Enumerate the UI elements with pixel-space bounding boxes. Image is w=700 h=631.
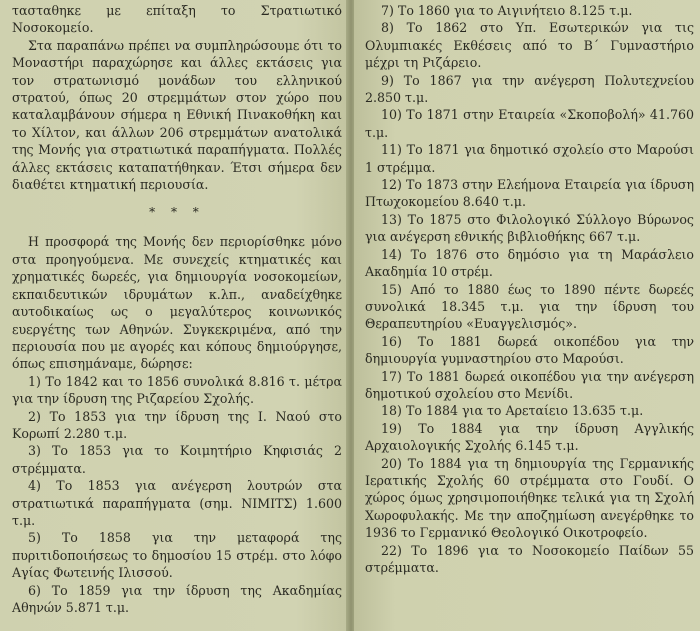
left-page bbox=[0, 0, 348, 631]
list-item: 20) Το 1884 για τη δημιουργία της Γερμανικής Ιερατικής Σχολής 60 στρέμματα στο Γουδί. Ο χώρος όμως χρησιμοποιήθηκε τελικά για τη Σχολή Χωροφυλακής. Με την αποζημίωση ανεγέρθηκε το 1936 το Γερμανικό Θεολογικό Οικοτροφείο. bbox=[365, 455, 694, 541]
list-item: 12) Το 1873 στην Ελεήμονα Εταιρεία για ίδρυση Πτωχοκομείου 8.640 τ.μ. bbox=[365, 177, 694, 210]
list-item: 8) Το 1862 στο Υπ. Εσωτερικών για τις Ολυμπιακές Εκθέσεις από το Β΄ Γυμναστήριο μέχρι τη Ριζάρειο. bbox=[365, 20, 694, 71]
list-item: 6) Το 1859 για την ίδρυση της Ακαδημίας Αθηνών 5.871 τ.μ. bbox=[12, 582, 342, 615]
list-item: 9) Το 1867 για την ανέγερση Πολυτεχνείου 2.850 τ.μ. bbox=[365, 72, 694, 106]
list-item: 4) Το 1853 για ανέγερση λουτρών στα στρατιωτικά παραπήγματα (σημ. ΝΙΜΙΤΣ) 1.600 τ.μ. bbox=[12, 478, 342, 528]
section-separator: * * * bbox=[149, 205, 205, 220]
paragraph: Στα παραπάνω πρέπει να συμπληρώσουμε ότι το Μοναστήρι παραχώρησε και άλλες εκτάσεις για τον στρατωνισμό μονάδων του ελληνικού στρατού, όπως 20 στρεμμάτων στον χώρο που καταλαμβάνουν σήμερα η Εθνική Πινακοθήκη και το Χίλτον, και άλλων 206 στρεμμάτων ανατολικά της Μονής για στρατιωτικά παραπήγματα. Πολλές άλλες εκτάσεις καταπατήθηκαν. Έτσι σήμερα δεν διαθέτει κτηματική περιουσία. bbox=[12, 37, 342, 193]
list-item: 3) Το 1853 για το Κοιμητήριο Κηφισιάς 2 στρέμματα. bbox=[12, 443, 342, 476]
list-item: 15) Από το 1880 έως το 1890 πέντε δωρεές συνολικά 18.345 τ.μ. για την ίδρυση του Θεραπευτηρίου «Ευαγγελισμός». bbox=[365, 281, 694, 332]
list-item: 22) Το 1896 για το Νοσοκομείο Παίδων 55 στρέμματα. bbox=[365, 542, 694, 575]
list-item: 17) Το 1881 δωρεά οικοπέδου για την ανέγερση δημοτικού σχολείου στο Μενίδι. bbox=[365, 368, 694, 401]
list-item: 10) Το 1871 στην Εταιρεία «Σκοποβολή» 41.760 τ.μ. bbox=[365, 107, 694, 140]
paragraph: Η προσφορά της Μονής δεν περιορίσθηκε μόνο στα προηγούμενα. Με συνεχείς κτηματικές και χρηματικές δωρεές, για δημιουργία νοσοκομείων, εκπαιδευτικών ιδρυμάτων κ.λπ., αναδείχθηκε αυτοδικαίως ως ο μεγαλύτερος κοινωνικός ευεργέτης των Αθηνών. Συγκεκριμένα, από την περιουσία που με αγορές και κόπους δημιούργησε, όπως επισημάναμε, δώρησε: bbox=[12, 234, 342, 372]
list-item: 11) Το 1871 για δημοτικό σχολείο στο Μαρούσι 1 στρέμμα. bbox=[365, 142, 694, 175]
list-item: 1) Το 1842 και το 1856 συνολικά 8.816 τ. μέτρα για την ίδρυση της Ριζαρείου Σχολής. bbox=[12, 373, 342, 407]
list-item: 5) Το 1858 για την μεταφορά της πυριτιδοποιήσεως το δημοσίου 15 στρέμ. στο λόφο Αγίας Φωτεινής Ιλισσού. bbox=[12, 530, 342, 581]
list-item: 14) Το 1876 στο δημόσιο για τη Μαράσλειο Ακαδημία 10 στρέμ. bbox=[365, 246, 694, 280]
list-item: 7) Το 1860 για το Αιγινήτειο 8.125 τ.μ. bbox=[381, 3, 633, 18]
list-item: 13) Το 1875 στο Φιλολογικό Σύλλογο Βύρωνος για ανέγερση εθνικής βιβλιοθήκης 667 τ.μ. bbox=[365, 211, 694, 245]
list-item: 16) Το 1881 δωρεά οικοπέδου για την δημιουργία γυμναστηρίου στο Μαρούσι. bbox=[365, 333, 694, 367]
right-page bbox=[354, 0, 700, 631]
list-item: 18) Το 1884 για το Αρεταίειο 13.635 τ.μ. bbox=[381, 403, 644, 419]
list-item: 19) Το 1884 για την ίδρυση Αγγλικής Αρχαιολογικής Σχολής 6.145 τ.μ. bbox=[365, 420, 694, 454]
paragraph: τασταθηκε με επίταξη το Στρατιωτικό Νοσοκομείο. bbox=[12, 3, 342, 36]
list-item: 2) Το 1853 για την ίδρυση της Ι. Ναού στο Κορωπί 2.280 τ.μ. bbox=[12, 408, 342, 441]
